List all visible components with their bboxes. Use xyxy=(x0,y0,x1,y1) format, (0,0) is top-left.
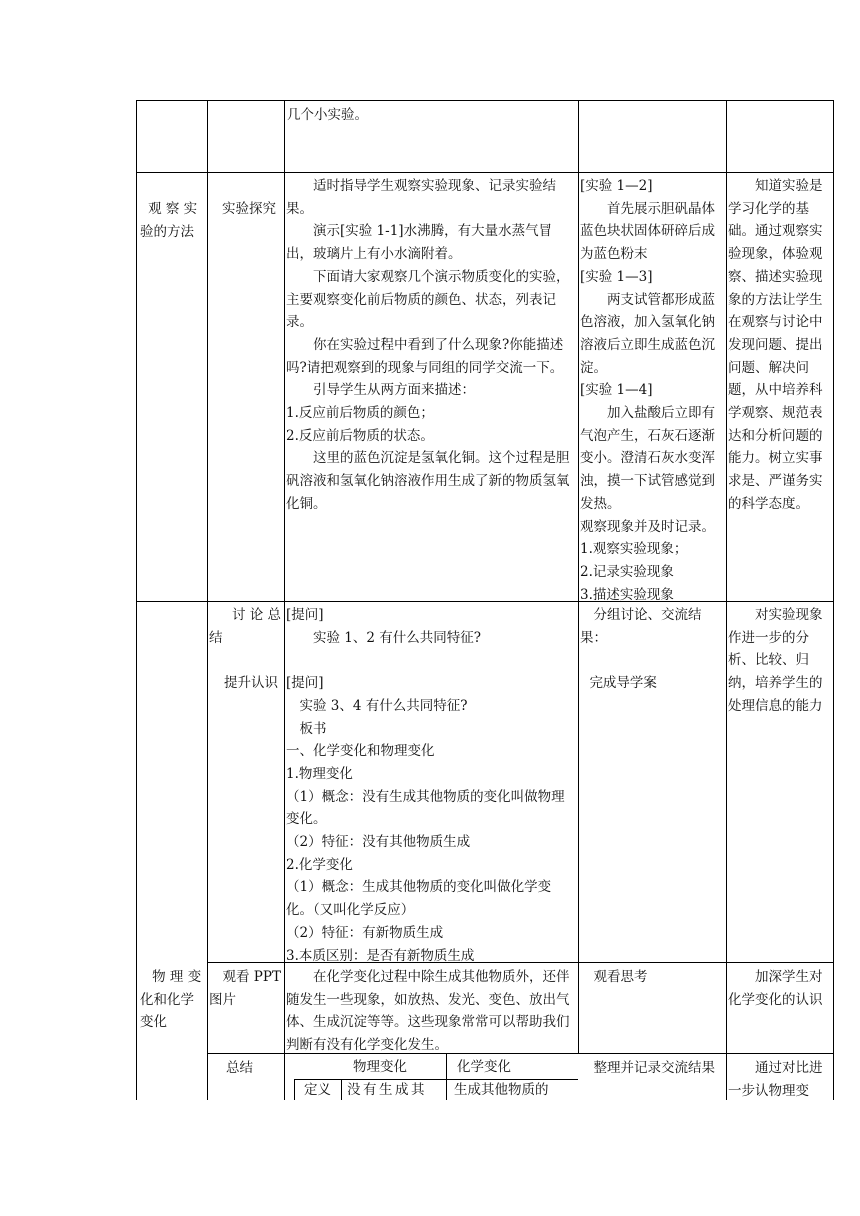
inner-table-vline xyxy=(294,1079,295,1100)
row1-teacher-p: 下面请大家观察几个演示物质变化的实验，主要观察变化前后物质的颜色、状态，列表记录。 xyxy=(286,268,570,331)
row4-step: 总结 xyxy=(226,1060,253,1076)
row2-student xyxy=(580,604,725,695)
row2-teacher-p: 一、化学变化和物理变化 xyxy=(286,743,435,760)
row2-student-p: 完成导学案 xyxy=(589,675,657,692)
row2-step-discuss: 讨 论 总 结 xyxy=(209,607,282,646)
row2-stage: 物 理 变 化和化学变化 xyxy=(140,969,202,1031)
row2-teacher-p: 实验 1、2 有什么共同特征? xyxy=(313,629,481,646)
row1-intent: 知道实验是学习化学的基础。通过观察实验现象，体验观察、描述实验现象的方法让学生在观察与讨论中发现问题、提出问题、解决问题，从中培养科学观察、规范表达和分析问题的能力。树立实事求是、严谨务实的科学态度。 xyxy=(728,178,823,512)
row2-teacher-p: [提问] xyxy=(286,675,324,692)
row2-teacher xyxy=(286,604,577,967)
row4-intent: 通过对比进一步认物理变 xyxy=(728,1060,823,1099)
grid-vline xyxy=(726,100,727,1100)
row2-teacher-p: 2.化学变化 xyxy=(286,856,353,873)
inner-table-vline xyxy=(446,1053,447,1100)
row2-student-p: 分组讨论、交流结果： xyxy=(580,607,702,646)
grid-vline xyxy=(207,100,208,1100)
row2-teacher-p: 实验 3、4 有什么共同特征? xyxy=(299,697,468,714)
row1-teacher-p: 这里的蓝色沉淀是氢氧化铜。这个过程是胆矾溶液和氢氧化钠溶液作用生成了新的物质氢氧化铜。 xyxy=(286,450,570,512)
row1-teacher-p: 你在实验过程中看到了什么现象?你能描述吗?请把观察到的现象与同组的同学交流一下。 xyxy=(286,336,564,376)
row1-step: 实验探究 xyxy=(222,201,276,217)
grid-hline xyxy=(136,601,833,602)
row4-student: 整理并记录交流结果 xyxy=(593,1060,715,1076)
grid-vline xyxy=(136,100,137,1100)
row3-intent: 加深学生对化学变化的认识 xyxy=(728,969,823,1008)
row3-teacher: 在化学变化过程中除生成其他物质外，还伴随发生一些现象，如放热、发光、变色、放出气体、生成沉淀等等。这些现象常常可以帮助我们判断有没有化学变化发生。 xyxy=(286,969,570,1054)
grid-hline xyxy=(136,100,833,101)
row1-teacher-p: 适时指导学生观察实验现象、记录实验结果。 xyxy=(286,178,556,217)
row1-student-p: [实验 1—2] xyxy=(580,178,653,194)
inner-header-chemical: 化学变化 xyxy=(457,1059,511,1075)
row1-teacher-p: 引导学生从两方面来描述： xyxy=(313,382,475,399)
row1-student-p: 观察现象并及时记录。 xyxy=(580,518,715,535)
grid-vline xyxy=(284,100,285,1100)
row1-student-p: 加入盐酸后立即有气泡产生，石灰石逐渐变小。澄清石灰水变浑浊，摸一下试管感觉到发热。 xyxy=(580,405,715,512)
row2-step-improve: 提升认识 xyxy=(224,675,278,691)
inner-row-chemical: 生成其他物质的 xyxy=(454,1082,549,1098)
row2-teacher-p: [提问] xyxy=(286,607,324,623)
grid-vline xyxy=(833,100,834,1100)
row1-teacher xyxy=(286,175,577,516)
grid-hline xyxy=(136,172,833,173)
row1-teacher-p: 2.反应前后物质的状态。 xyxy=(286,427,434,444)
row1-teacher-p: 1.反应前后物质的颜色； xyxy=(286,405,434,422)
inner-header-physical: 物理变化 xyxy=(353,1059,407,1075)
row1-student-p: 1.观察实验现象； xyxy=(580,541,688,558)
row1-student xyxy=(580,175,725,606)
row2-teacher-gap xyxy=(286,649,577,672)
row2-teacher-p: （1）概念：生成其他物质的变化叫做化学变化。（又叫化学反应） xyxy=(286,879,552,919)
row1-student-p: 2.记录实验现象 xyxy=(580,563,674,580)
row2-teacher-p: 1.物理变化 xyxy=(286,765,353,782)
row0-teacher xyxy=(287,104,576,127)
inner-row-label: 定义 xyxy=(304,1082,331,1098)
row2-teacher-p: （2）特征：没有其他物质生成 xyxy=(286,834,471,851)
row1-student-p: 3.描述实验现象 xyxy=(580,586,674,603)
inner-row-physical: 没有生成其 xyxy=(347,1082,427,1098)
row2-student-gap xyxy=(580,649,725,672)
row1-student-p: 首先展示胆矾晶体蓝色块状固体研碎后成为蓝色粉末 xyxy=(580,200,715,263)
row1-student-p: [实验 1—3] xyxy=(580,268,653,285)
inner-table-vline xyxy=(341,1079,342,1100)
row1-stage: 观 察 实 验的方法 xyxy=(140,201,198,240)
row3-step: 观看 PPT 图片 xyxy=(209,969,281,1008)
row3-student: 观看思考 xyxy=(593,969,648,985)
row1-student-p: [实验 1—4] xyxy=(580,382,653,399)
row2-teacher-p: （1）概念：没有生成其他物质的变化叫做物理变化。 xyxy=(286,788,565,828)
row1-teacher-p: 演示[实验 1-1]水沸腾，有大量水蒸气冒出，玻璃片上有小水滴附着。 xyxy=(286,223,553,263)
row2-teacher-p: 板书 xyxy=(299,720,327,737)
row1-student-p: 两支试管都形成蓝色溶液，加入氢氧化钠溶液后立即生成蓝色沉淀。 xyxy=(580,291,715,376)
row2-intent: 对实验现象作进一步的分析、比较、归纳，培养学生的处理信息的能力 xyxy=(728,607,823,714)
grid-vline xyxy=(578,100,579,1053)
row2-teacher-p: 3.本质区别：是否有新物质生成 xyxy=(286,947,475,964)
row2-teacher-p: （2）特征：有新物质生成 xyxy=(286,924,444,941)
row0-teacher-line: 几个小实验。 xyxy=(287,107,368,123)
